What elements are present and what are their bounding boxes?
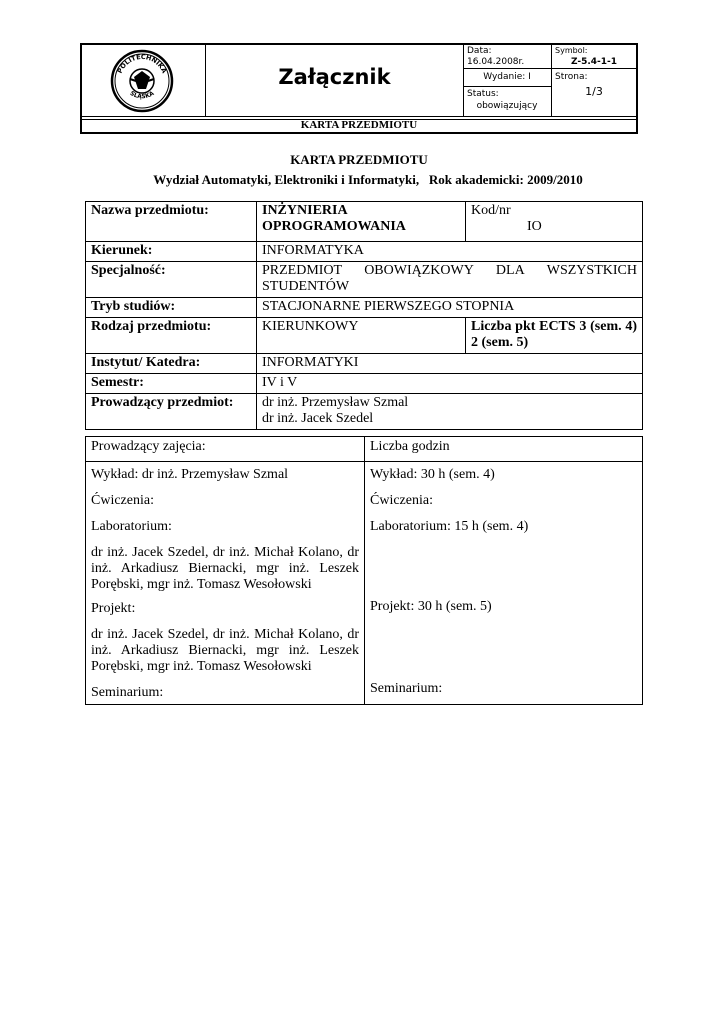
- header-title: Załącznik: [278, 65, 391, 89]
- document-header: [80, 43, 638, 134]
- svg-text:POLITECHNIKA: POLITECHNIKA: [115, 52, 169, 75]
- code-value: IO: [527, 219, 542, 234]
- date-label: Data:: [467, 46, 492, 56]
- hours-table: [85, 436, 643, 705]
- status-label: Status:: [467, 89, 499, 99]
- table-row: [86, 462, 643, 705]
- project-staff: dr inż. Jacek Szedel, dr inż. Michał Kolano, dr inż. Arkadiusz Biernacki, mgr inż. Leszek Porębski, mgr inż. Tomasz Wesołowski: [91, 627, 359, 674]
- page-subtitle: Wydział Automatyki, Elektroniki i Informatyki, Rok akademicki: 2009/2010: [153, 172, 583, 187]
- seminar-staff: Seminarium:: [91, 685, 164, 700]
- name-value: INŻYNIERIA OPROGRAMOWANIA: [257, 202, 466, 242]
- spec-word: OBOWIĄZKOWY: [364, 263, 474, 278]
- institute-label: Instytut/ Katedra:: [86, 354, 257, 374]
- direction-label: [86, 242, 257, 262]
- table-row: [86, 318, 643, 354]
- name-label: Nazwa przedmiotu:: [86, 202, 257, 242]
- symbol-label: Symbol:: [555, 46, 588, 55]
- table-row: [86, 354, 643, 374]
- project-staff-label: Projekt:: [91, 601, 136, 616]
- institute-value: INFORMATYKI: [257, 354, 643, 374]
- table-row: [86, 437, 643, 462]
- table-row: [86, 298, 643, 318]
- mode-value: STACJONARNE PIERWSZEGO STOPNIA: [257, 298, 643, 318]
- lecturer-2: dr inż. Jacek Szedel: [262, 411, 374, 426]
- semester-label: Semestr:: [86, 374, 257, 394]
- staff-header: Prowadzący zajęcia:: [86, 437, 365, 462]
- page-label: Strona:: [555, 72, 588, 82]
- project-hours: Projekt: 30 h (sem. 5): [370, 599, 492, 614]
- status-value: obowiązujący: [476, 101, 538, 111]
- header-bottom-title: KARTA PRZEDMIOTU: [300, 119, 418, 131]
- kind-label: Rodzaj przedmiotu:: [86, 318, 257, 354]
- seminar-hours: Seminarium:: [370, 681, 443, 696]
- lecture-staff: Wykład: dr inż. Przemysław Szmal: [91, 467, 289, 482]
- spec-word: DLA: [495, 263, 525, 278]
- spec-value-line1: [262, 263, 637, 279]
- code-cell: [466, 202, 643, 242]
- table-row: [86, 374, 643, 394]
- spec-value-line2: STUDENTÓW: [262, 279, 350, 294]
- lecturer-value: [257, 394, 643, 430]
- staff-cell: [86, 462, 365, 705]
- hours-header: Liczba godzin: [365, 437, 643, 462]
- table-row: [86, 202, 643, 242]
- lecturer-label: Prowadzący przedmiot:: [86, 394, 257, 430]
- direction-label-text: Kierunek:: [91, 243, 153, 258]
- edition: Wydanie: I: [483, 72, 531, 82]
- kind-value: KIERUNKOWY: [257, 318, 466, 354]
- page-title: KARTA PRZEDMIOTU: [290, 152, 428, 167]
- svg-text:ŚLĄSKA: ŚLĄSKA: [128, 89, 156, 101]
- ects-value: Liczba pkt ECTS 3 (sem. 4) 2 (sem. 5): [466, 318, 643, 354]
- university-logo: [110, 49, 174, 113]
- spec-label: Specjalność:: [86, 262, 257, 298]
- lab-staff-label: Laboratorium:: [91, 519, 172, 534]
- table-row: [86, 242, 643, 262]
- hours-cell: [365, 462, 643, 705]
- page-value: 1/3: [585, 85, 603, 98]
- spec-value: [257, 262, 643, 298]
- lecture-hours: Wykład: 30 h (sem. 4): [370, 467, 495, 482]
- spec-word: WSZYSTKICH: [546, 263, 637, 278]
- mode-label: Tryb studiów:: [86, 298, 257, 318]
- direction-value: INFORMATYKA: [257, 242, 643, 262]
- exercises-staff: Ćwiczenia:: [91, 493, 154, 508]
- exercises-hours: Ćwiczenia:: [370, 493, 433, 508]
- spec-word: PRZEDMIOT: [262, 263, 343, 278]
- date-value: 16.04.2008r.: [467, 57, 525, 67]
- lab-hours: Laboratorium: 15 h (sem. 4): [370, 519, 529, 534]
- code-label: Kod/nr: [471, 203, 511, 218]
- lecturer-1: dr inż. Przemysław Szmal: [262, 395, 409, 410]
- semester-value: IV i V: [257, 374, 643, 394]
- table-row: [86, 394, 643, 430]
- course-info-table: [85, 201, 643, 430]
- table-row: [86, 262, 643, 298]
- lab-staff: dr inż. Jacek Szedel, dr inż. Michał Kolano, dr inż. Arkadiusz Biernacki, mgr inż. Leszek Porębski, mgr inż. Tomasz Wesołowski: [91, 545, 359, 592]
- seal-icon: [110, 49, 174, 113]
- symbol-value: Z-5.4-1-1: [570, 57, 618, 67]
